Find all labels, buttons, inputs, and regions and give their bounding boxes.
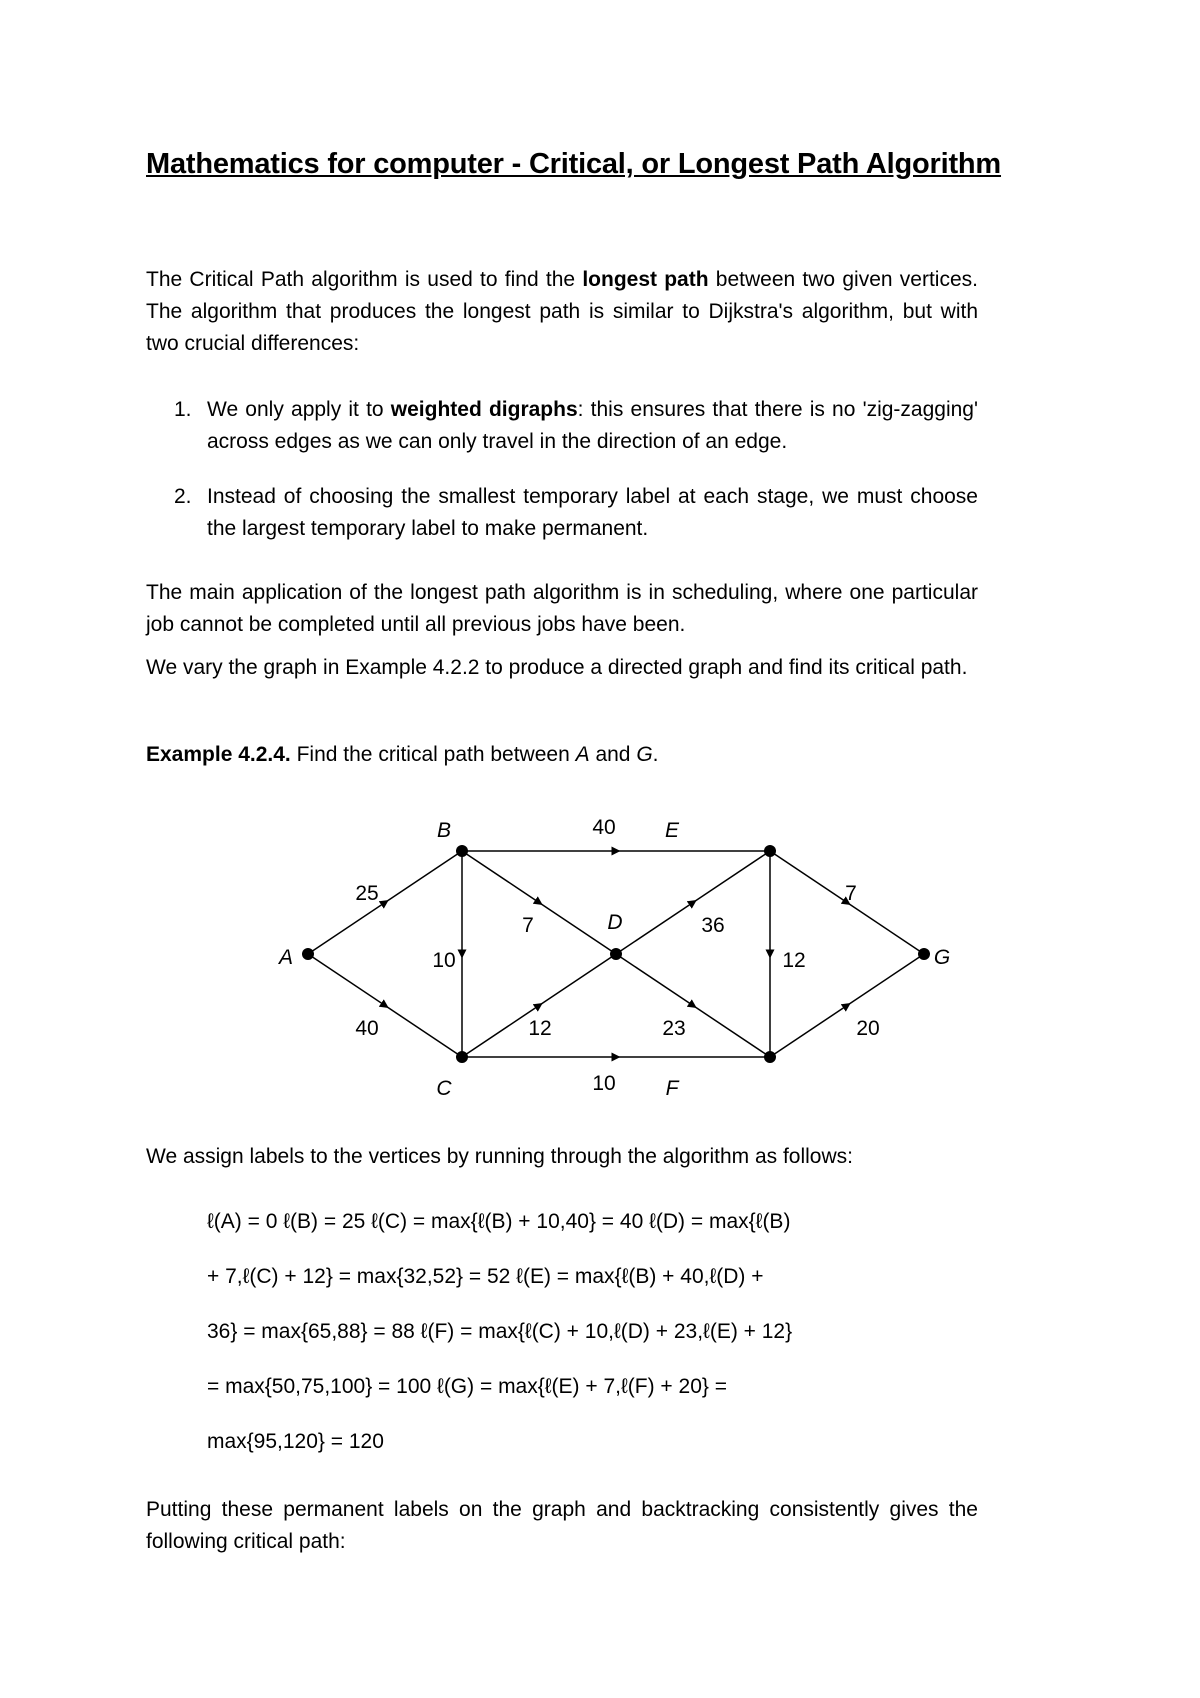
intro-bold-term: longest path [582, 268, 709, 291]
final-paragraph: Putting these permanent labels on the graph and backtracking consistently gives the following critical path: [146, 1498, 978, 1553]
edge-weight-D-E: 36 [701, 914, 725, 937]
edge-weight-C-D: 12 [528, 1017, 552, 1040]
vary-paragraph: We vary the graph in Example 4.2.2 to produce a directed graph and find its critical path. [146, 656, 968, 679]
vertex-B [456, 845, 468, 857]
edge-C-D [462, 954, 616, 1057]
example-text-c: . [652, 743, 659, 766]
edge-weight-A-B: 25 [355, 882, 379, 905]
vertex-label-F: F [665, 1077, 679, 1100]
vertex-label-A: A [278, 946, 294, 969]
vertex-F [764, 1051, 776, 1063]
vertex-D [610, 948, 622, 960]
list-item-1-number: 1. [174, 398, 192, 421]
vertex-label-G: G [933, 946, 951, 969]
edge-D-E [616, 851, 770, 954]
vertex-label-E: E [664, 819, 680, 842]
vertex-label-C: C [436, 1077, 452, 1100]
equation-line-1: ℓ(A) = 0 ℓ(B) = 25 ℓ(C) = max{ℓ(B) + 10,40} = 40 ℓ(D) = max{ℓ(B) [207, 1210, 791, 1233]
example-var-g: G [636, 743, 653, 766]
edge-weight-B-D: 7 [522, 914, 534, 937]
vertex-C [456, 1051, 468, 1063]
edge-weight-A-C: 40 [355, 1017, 379, 1040]
edge-weight-B-C: 10 [432, 949, 456, 972]
example-text-a: Find the critical path between [290, 743, 576, 766]
intro-text-a: The Critical Path algorithm is used to find the [146, 268, 583, 291]
example-text-b: and [589, 743, 637, 766]
edge-A-B [308, 851, 462, 954]
vertex-label-D: D [607, 911, 623, 934]
vertex-A [302, 948, 314, 960]
intro-text-b: between two given vertices. The algorithm that produces the longest path is similar to Dijkstra's algorithm, but with two crucial differences: [146, 268, 978, 355]
list-item-1-bold: weighted digraphs [390, 398, 578, 421]
edge-D-F [616, 954, 770, 1057]
list-item-1-text-b: : this ensures that there is no 'zig-zagging' across edges as we can only travel in the direction of an edge. [207, 398, 978, 453]
list-item-1-text-a: We only apply it to [207, 398, 391, 421]
edge-B-D [462, 851, 616, 954]
application-paragraph: The main application of the longest path algorithm is in scheduling, where one particular job cannot be completed until all previous jobs have been. [146, 581, 978, 636]
vertex-E [764, 845, 776, 857]
edge-weight-D-F: 23 [662, 1017, 686, 1040]
equation-line-5: max{95,120} = 120 [207, 1430, 384, 1453]
example-label: Example 4.2.4. [146, 743, 291, 766]
equation-line-3: 36} = max{65,88} = 88 ℓ(F) = max{ℓ(C) + 10,ℓ(D) + 23,ℓ(E) + 12} [207, 1320, 793, 1343]
edge-weight-F-G: 20 [856, 1017, 880, 1040]
page-title: Mathematics for computer - Critical, or Longest Path Algorithm [146, 148, 1002, 180]
nodes-layer [302, 845, 930, 1063]
edge-weight-E-G: 7 [845, 882, 857, 905]
equation-line-4: = max{50,75,100} = 100 ℓ(G) = max{ℓ(E) + 7,ℓ(F) + 20} = [207, 1375, 727, 1398]
list-item-2-text-a: Instead of choosing the smallest temporary label at each stage, we must choose the largest temporary label to make permanent. [207, 485, 978, 540]
vertex-G [918, 948, 930, 960]
vertex-label-B: B [436, 819, 452, 842]
list-item-2-number: 2. [174, 485, 192, 508]
edge-weight-C-F: 10 [592, 1072, 616, 1095]
example-var-a: A [575, 743, 590, 766]
assign-paragraph: We assign labels to the vertices by running through the algorithm as follows: [146, 1145, 853, 1168]
edge-weight-E-F: 12 [782, 949, 806, 972]
edge-weight-B-E: 40 [592, 816, 616, 839]
equation-line-2: + 7,ℓ(C) + 12} = max{32,52} = 52 ℓ(E) = max{ℓ(B) + 40,ℓ(D) + [207, 1265, 764, 1288]
